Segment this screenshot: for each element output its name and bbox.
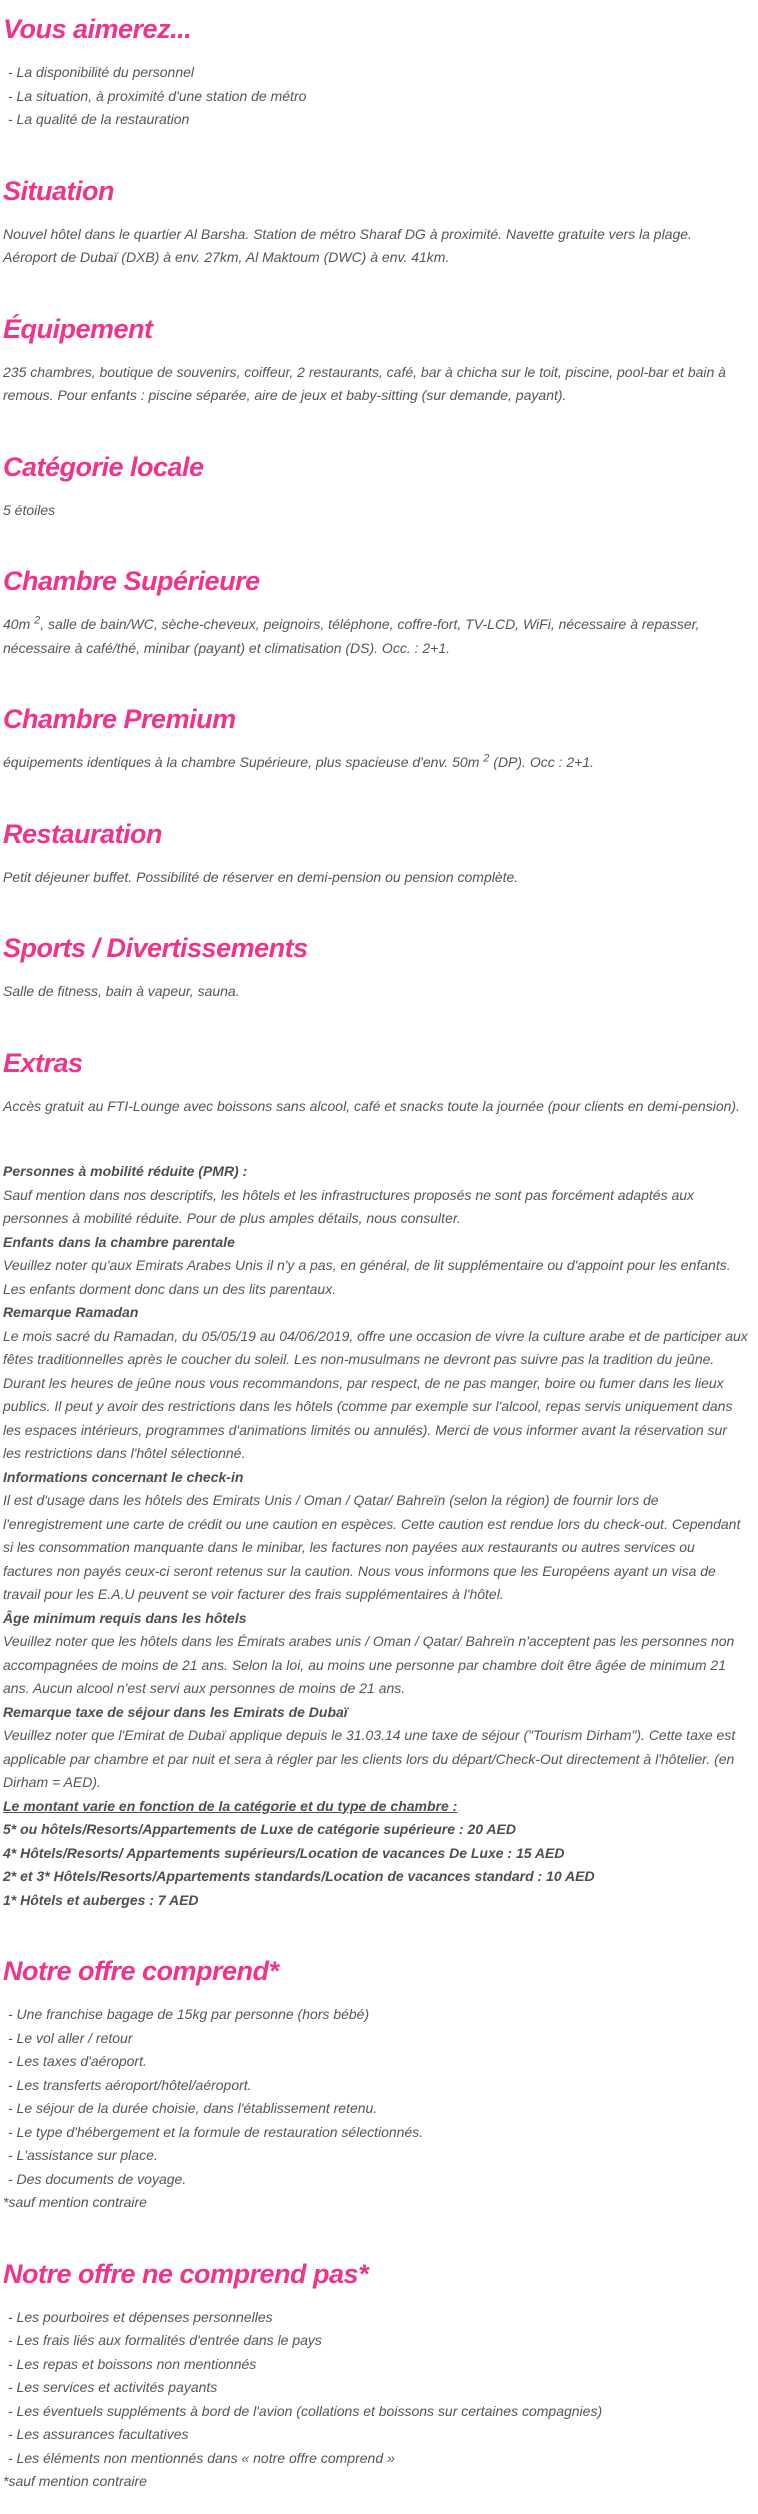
section-title-vous-aimerez: Vous aimerez...: [3, 14, 192, 44]
vous-aimerez-list: [3, 61, 748, 132]
text-before-superscript: équipements identiques à la chambre Supérieure, plus spacieuse d'env. 50m: [3, 754, 484, 770]
list-item: - Les services et activités payants: [8, 2379, 218, 2395]
section-extras: [3, 1048, 748, 1119]
section-title-situation: Situation: [3, 175, 114, 206]
info-text-ramadan: Le mois sacré du Ramadan, du 05/05/19 au 04/06/2019, offre une occasion de vivre la culture arabe et de participer aux fêtes traditionnelles après le coucher du soleil. Les non-musulmans ne devront pas suivre pas la tradition du jeûne. Durant les heures de jeûne nous vous recommandons, par respect, de ne pas manger, boire ou fumer dans les lieux publics. Il peut y avoir des restrictions dans les hôtels (comme par exemple sur l'alcool, repas servis uniquement dans les espaces intérieurs, programmes d'animations limités ou annulés). Merci de vous informer avant la réservation sur les restrictions dans l'hôtel sélectionné.: [3, 1327, 748, 1461]
section-chambre-premium: [3, 704, 748, 775]
list-item: - L'assistance sur place.: [8, 2147, 158, 2163]
categorie-locale-text: 5 étoiles: [3, 501, 56, 518]
section-informations-generales: [3, 1160, 748, 1912]
info-subheading-montant: Le montant varie en fonction de la catégorie et du type de chambre :: [3, 1797, 458, 1814]
section-vous-aimerez: [3, 14, 748, 132]
info-tarif-1-etoile: 1* Hôtels et auberges : 7 AED: [3, 1891, 199, 1908]
list-item: - Les pourboires et dépenses personnelles: [8, 2308, 273, 2325]
situation-text: Nouvel hôtel dans le quartier Al Barsha. Station de métro Sharaf DG à proximité. Navette gratuite vers la plage. Aéroport de Dubaï (DXB) à env. 27km, Al Maktoum (DWC) à env. 41km.: [3, 225, 692, 265]
list-item: - Une franchise bagage de 15kg par personne (hors bébé): [8, 2006, 370, 2022]
list-item: - La situation, à proximité d'une station de métro: [8, 87, 307, 104]
section-title-offre-comprend: Notre offre comprend*: [3, 1956, 279, 1986]
section-categorie-locale: [3, 452, 748, 523]
list-item: - Les éventuels suppléments à bord de l'avion (collations et boissons sur certaines compagnies): [8, 2402, 603, 2419]
section-sports-divertissements: [3, 933, 748, 1004]
section-title-sports-divertissements: Sports / Divertissements: [3, 933, 308, 963]
info-subheading-check-in: Informations concernant le check-in: [3, 1468, 244, 1485]
info-text-taxe-sejour: Veuillez noter que l'Emirat de Dubaï applique depuis le 31.03.14 une taxe de séjour ("Tourism Dirham"). Cette taxe est applicable par chambre et par nuit et sera à régler par les clients lors du départ/Check-Out directement à l'hôtelier. (en Dirham = AED).: [3, 1727, 736, 1790]
list-item: - La qualité de la restauration: [8, 111, 190, 127]
info-subheading-enfants: Enfants dans la chambre parentale: [3, 1233, 235, 1250]
list-item: - Les éléments non mentionnés dans « notre offre comprend »: [8, 2449, 395, 2466]
offre-ne-comprend-pas-list: [3, 2306, 748, 2471]
section-title-offre-ne-comprend-pas: Notre offre ne comprend pas*: [3, 2258, 369, 2289]
info-tarif-5-etoiles: 5* ou hôtels/Resorts/Appartements de Luxe de catégorie supérieure : 20 AED: [3, 1821, 516, 1837]
text-before-superscript: 40m: [3, 616, 35, 632]
section-offre-ne-comprend-pas: [3, 2259, 748, 2494]
info-subheading-age-minimum: Âge minimum requis dans les hôtels: [3, 1609, 247, 1626]
info-text-pmr: Sauf mention dans nos descriptifs, les hôtels et les infrastructures proposés ne sont pas forcément adaptés aux personnes à mobilité réduite. Pour de plus amples détails, nous consulter.: [3, 1186, 695, 1226]
section-equipement: [3, 314, 748, 408]
offre-comprend-list: [3, 2003, 748, 2191]
section-title-extras: Extras: [3, 1047, 83, 1078]
extras-text: Accès gratuit au FTI-Lounge avec boissons sans alcool, café et snacks toute la journée (pour clients en demi-pension).: [3, 1097, 740, 1114]
section-offre-comprend: [3, 1956, 748, 2215]
list-item: - Le type d'hébergement et la formule de restauration sélectionnés.: [8, 2123, 424, 2140]
info-subheading-pmr: Personnes à mobilité réduite (PMR) :: [3, 1163, 248, 1179]
section-title-restauration: Restauration: [3, 818, 163, 849]
sports-text: Salle de fitness, bain à vapeur, sauna.: [3, 983, 240, 999]
info-subheading-taxe-sejour: Remarque taxe de séjour dans les Emirats de Dubaï: [3, 1703, 348, 1720]
info-text-age-minimum: Veuillez noter que les hôtels dans les Émirats arabes unis / Oman / Qatar/ Bahreïn n'acceptent pas les personnes non accompagnées de moins de 21 ans. Selon la loi, au moins une personne par chambre doit être âgée de minimum 21 ans. Aucun alcool n'est servi aux personnes de moins de 21 ans.: [3, 1633, 735, 1696]
section-title-equipement: Équipement: [3, 313, 153, 344]
list-item: - La disponibilité du personnel: [8, 64, 195, 80]
chambre-superieure-text: [3, 613, 748, 660]
list-item: - Des documents de voyage.: [8, 2170, 187, 2187]
text-after-superscript: , salle de bain/WC, sèche-cheveux, peignoirs, téléphone, coffre-fort, TV-LCD, WiFi, nécessaire à repasser, nécessaire à café/thé, minibar (payant) et climatisation (DS). Occ. : 2+1.: [3, 616, 700, 656]
restauration-text: Petit déjeuner buffet. Possibilité de réserver en demi-pension ou pension complète.: [3, 868, 519, 885]
list-item: - Le vol aller / retour: [8, 2029, 133, 2046]
section-chambre-superieure: [3, 566, 748, 660]
list-item: - Le séjour de la durée choisie, dans l'établissement retenu.: [8, 2100, 378, 2116]
section-title-chambre-premium: Chambre Premium: [3, 704, 236, 734]
superscript-2: 2: [34, 614, 41, 627]
section-situation: [3, 176, 748, 270]
text-after-superscript: (DP). Occ : 2+1.: [489, 754, 595, 770]
section-restauration: [3, 819, 748, 890]
list-item: - Les repas et boissons non mentionnés: [8, 2355, 257, 2372]
info-tarif-4-etoiles: 4* Hôtels/Resorts/ Appartements supérieurs/Location de vacances De Luxe : 15 AED: [3, 1844, 565, 1861]
footnote-sauf-mention: *sauf mention contraire: [3, 2473, 147, 2489]
equipement-text: 235 chambres, boutique de souvenirs, coiffeur, 2 restaurants, café, bar à chicha sur le toit, piscine, pool-bar et bain à remous. Pour enfants : piscine séparée, aire de jeux et baby-sitting (sur demande, payant).: [3, 363, 726, 403]
list-item: - Les taxes d'aéroport.: [8, 2053, 147, 2069]
list-item: - Les transferts aéroport/hôtel/aéroport.: [8, 2076, 252, 2093]
info-subheading-ramadan: Remarque Ramadan: [3, 1304, 139, 1320]
info-tarif-2-3-etoiles: 2* et 3* Hôtels/Resorts/Appartements standards/Location de vacances standard : 10 AED: [3, 1868, 595, 1884]
footnote-sauf-mention: *sauf mention contraire: [3, 2194, 147, 2210]
list-item: - Les assurances facultatives: [8, 2426, 189, 2442]
chambre-premium-text: [3, 751, 748, 775]
section-title-chambre-superieure: Chambre Supérieure: [3, 566, 260, 596]
section-title-categorie-locale: Catégorie locale: [3, 451, 204, 482]
info-text-enfants: Veuillez noter qu'aux Emirats Arabes Unis il n'y a pas, en général, de lit supplémentaire ou d'appoint pour les enfants. Les enfants dorment donc dans un des lits parentaux.: [3, 1257, 731, 1297]
list-item: - Les frais liés aux formalités d'entrée dans le pays: [8, 2332, 322, 2348]
info-text-check-in: Il est d'usage dans les hôtels des Emirats Unis / Oman / Qatar/ Bahreïn (selon la région) de fournir lors de l'enregistrement une carte de crédit ou une caution en espèces. Cette caution est rendue lors du check-out. Cependant si les consommation manquante dans le minibar, les factures non payées aux restaurants ou autres services ou factures non payés ceux-ci seront retenus sur la caution. Nous vous informons que les Européens ayant un visa de travail pour les E.A.U peuvent se voir facturer des frais supplémentaires à l'hôtel.: [3, 1492, 741, 1602]
superscript-2: 2: [483, 752, 490, 765]
